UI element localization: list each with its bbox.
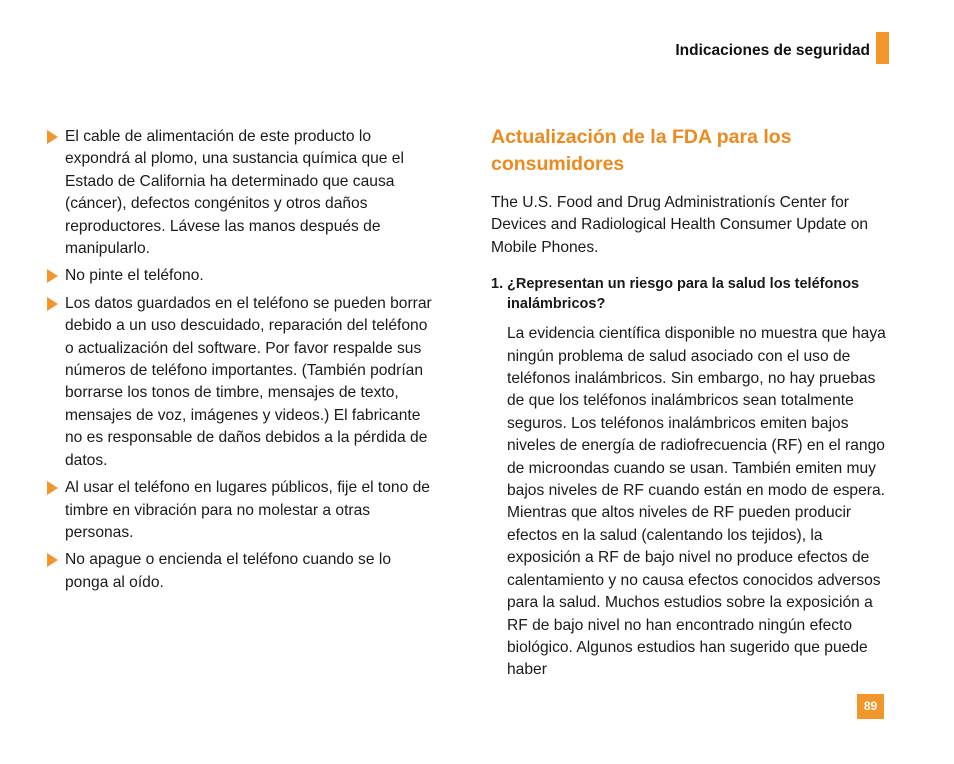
page-header-title: Indicaciones de seguridad (675, 42, 870, 59)
bullet-arrow-icon (47, 297, 58, 311)
intro-paragraph: The U.S. Food and Drug Administrationís Center for Devices and Radiological Health Consumer Update on Mobile Phones. (491, 194, 869, 256)
bullet-text: Al usar el teléfono en lugares públicos, fije el tono de timbre en vibración para no molestar a otras personas. (65, 479, 430, 541)
question-heading (491, 274, 891, 314)
bullet-text: No pinte el teléfono. (65, 267, 204, 285)
bullet-arrow-icon (47, 481, 58, 495)
list-item (46, 265, 438, 287)
bullet-text: El cable de alimentación de este producto lo expondrá al plomo, una sustancia química que el Estado de California ha determinado que causa (cáncer), defectos congénitos y otros daños reproductores. Lávese las manos después de manipularlo. (65, 128, 404, 258)
question-text: ¿Representan un riesgo para la salud los teléfonos inalámbricos? (507, 276, 860, 313)
list-item (46, 477, 438, 544)
list-item (46, 126, 438, 260)
bullet-text: Los datos guardados en el teléfono se pueden borrar debido a un uso descuidado, reparación del teléfono o actualización del software. Por favor respalde sus números de teléfono importantes. (También podrían borrarse los tonos de timbre, mensajes de texto, mensajes de voz, imágenes y videos.) El fabricante no es responsable de daños debidos a la pérdida de datos. (65, 294, 432, 469)
bullet-arrow-icon (47, 269, 58, 283)
bullet-arrow-icon (47, 553, 58, 567)
answer-paragraph: La evidencia científica disponible no muestra que haya ningún problema de salud asociado con el uso de teléfonos inalámbricos. Sin embargo, no hay pruebas de que los teléfonos inalámbricos sean totalmente seguros. Los teléfonos inalámbricos emiten bajos niveles de energía de radiofrecuencia (RF) en el rango de microondas cuando se usan. También emiten muy bajos niveles de RF cuando están en modo de espera. Mientras que altos niveles de RF pueden producir efectos en la salud (calentando los tejidos), la exposición a RF de bajo nivel no produce efectos de calentamiento y no causa efectos conocidos adversos para la salud. Muchos estudios sobre la exposición a RF de bajo nivel no han encontrado ningún efecto biológico. Algunos estudios han sugerido que puede haber (507, 325, 886, 679)
page-number-badge: 89 (857, 694, 884, 719)
right-column (491, 124, 891, 682)
bullet-arrow-icon (47, 130, 58, 144)
question-number: 1. (491, 276, 504, 293)
list-item (46, 293, 438, 472)
list-item (46, 549, 438, 594)
bullet-text: No apague o encienda el teléfono cuando se lo ponga al oído. (65, 551, 391, 591)
section-heading: Actualización de la FDA para los consumidores (491, 126, 792, 175)
header-accent-tab (876, 32, 889, 64)
left-column (46, 126, 438, 599)
